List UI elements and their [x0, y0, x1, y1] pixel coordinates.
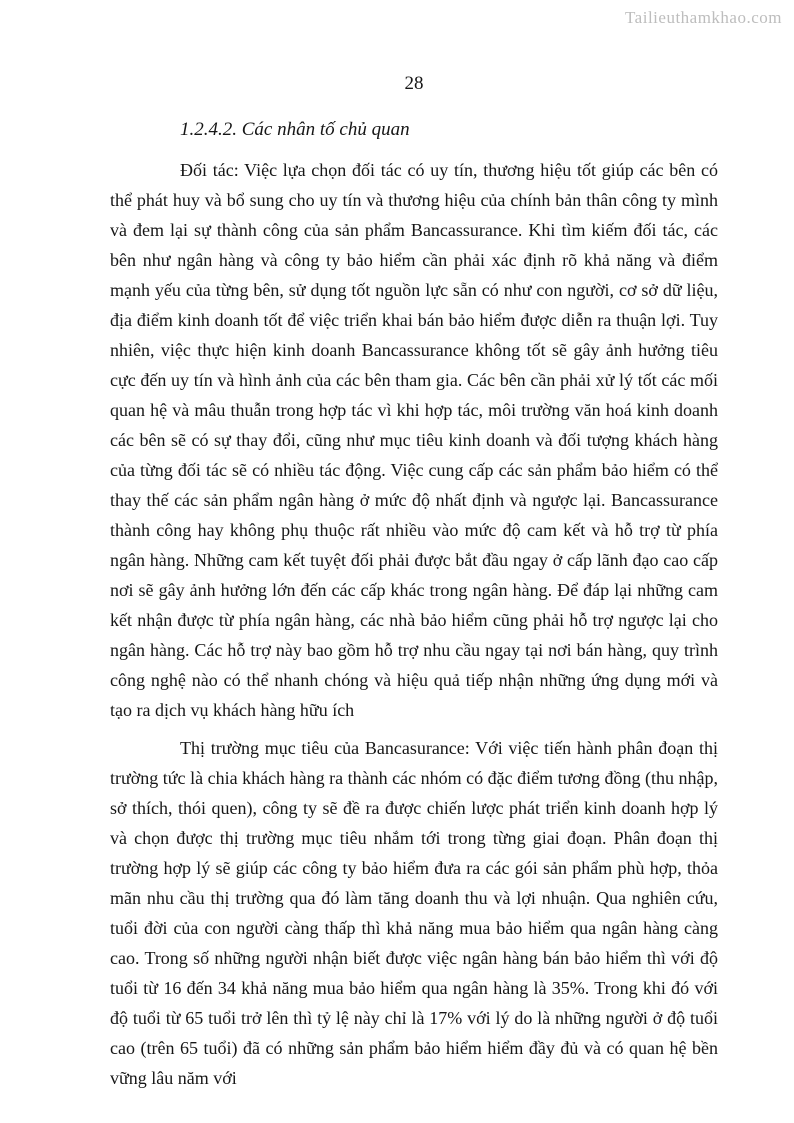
paragraph-doi-tac: Đối tác: Việc lựa chọn đối tác có uy tín, thương hiệu tốt giúp các bên có thể phát huy và bổ sung cho uy tín và thương hiệu của chính bản thân công ty mình và đem lại sự thành công của sản phẩm Bancassurance. Khi tìm kiếm đối tác, các bên như ngân hàng và công ty bảo hiểm cần phải xác định rõ khả năng và điểm mạnh yếu của từng bên, sử dụng tốt nguồn lực sẵn có như con người, cơ sở dữ liệu, địa điểm kinh doanh tốt để việc triển khai bán bảo hiểm được diễn ra thuận lợi. Tuy nhiên, việc thực hiện kinh doanh Bancassurance không tốt sẽ gây ảnh hưởng tiêu cực đến uy tín và hình ảnh của các bên tham gia. Các bên cần phải xử lý tốt các mối quan hệ và mâu thuẫn trong hợp tác vì khi hợp tác, môi trường văn hoá kinh doanh các bên sẽ có sự thay đổi, cũng như mục tiêu kinh doanh và đối tượng khách hàng của từng đối tác sẽ có nhiều tác động. Việc cung cấp các sản phẩm bảo hiểm có thể thay thế các sản phẩm ngân hàng ở mức độ nhất định và ngược lại. Bancassurance thành công hay không phụ thuộc rất nhiều vào mức độ cam kết và hỗ trợ từ phía ngân hàng. Những cam kết tuyệt đối phải được bắt đầu ngay ở cấp lãnh đạo cao cấp nơi sẽ gây ảnh hưởng lớn đến các cấp khác trong ngân hàng. Để đáp lại những cam kết nhận được từ phía ngân hàng, các nhà bảo hiểm cũng phải hỗ trợ ngược lại cho ngân hàng. Các hỗ trợ này bao gồm hỗ trợ nhu cầu ngay tại nơi bán hàng, quy trình công nghệ nào có thể nhanh chóng và hiệu quả tiếp nhận những ứng dụng mới và tạo ra dịch vụ khách hàng hữu ích — [110, 160, 718, 720]
watermark-text: Tailieuthamkhao.com — [624, 8, 782, 27]
page-number: 28 — [404, 73, 424, 94]
page-content — [110, 0, 718, 1093]
section-heading: 1.2.4.2. Các nhân tố chủ quan — [180, 119, 410, 140]
paragraph-thi-truong-muc-tieu: Thị trường mục tiêu của Bancasurance: Với việc tiến hành phân đoạn thị trường tức là chia khách hàng ra thành các nhóm có đặc điểm tương đồng (thu nhập, sở thích, thói quen), công ty sẽ đề ra được chiến lược phát triển kinh doanh hợp lý và chọn được thị trường mục tiêu nhắm tới trong từng giai đoạn. Phân đoạn thị trường hợp lý sẽ giúp các công ty bảo hiểm đưa ra các gói sản phẩm phù hợp, thỏa mãn nhu cầu thị trường qua đó làm tăng doanh thu và lợi nhuận. Qua nghiên cứu, tuổi đời của con người càng thấp thì khả năng mua bảo hiểm qua ngân hàng càng cao. Trong số những người nhận biết được việc ngân hàng bán bảo hiểm thì với độ tuổi từ 16 đến 34 khả năng mua bảo hiểm qua ngân hàng là 35%. Trong khi đó với độ tuổi từ 65 tuổi trở lên thì tỷ lệ này chỉ là 17% với lý do là những người ở độ tuổi cao (trên 65 tuổi) đã có những sản phẩm bảo hiểm hiểm đầy đủ và có quan hệ bền vững lâu năm với — [110, 738, 718, 1088]
